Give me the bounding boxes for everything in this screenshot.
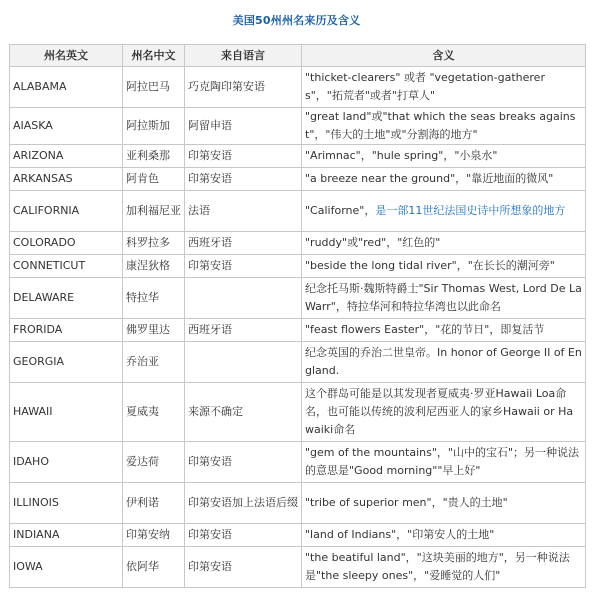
- cell-meaning: [302, 483, 586, 524]
- table-row: [10, 342, 586, 383]
- header-english-name: 州名英文: [10, 45, 123, 67]
- table-row: [10, 524, 586, 547]
- table-row: [10, 67, 586, 108]
- cell-chinese-name: 爱达荷: [123, 442, 185, 483]
- cell-english-name: IOWA: [10, 547, 123, 588]
- table-row: [10, 145, 586, 168]
- table-row: [10, 191, 586, 232]
- cell-english-name: ARIZONA: [10, 145, 123, 168]
- cell-meaning: [302, 383, 586, 442]
- meaning-text: "tribe of superior men"，"贵人的土地": [305, 496, 508, 509]
- cell-meaning: [302, 108, 586, 145]
- meaning-text: "ruddy"或"red"，"红色的": [305, 236, 441, 249]
- cell-meaning: [302, 232, 586, 255]
- cell-source-language: 法语: [185, 191, 302, 232]
- table-row: [10, 278, 586, 319]
- meaning-text: "Arimnac"，"hule spring"，"小泉水": [305, 149, 498, 162]
- cell-english-name: COLORADO: [10, 232, 123, 255]
- meaning-highlight-text: 是一部11世纪法国史诗中所想象的地方: [375, 204, 566, 217]
- meaning-text: "great land"或"that which the seas breaks against"，"伟大的土地"或"分割海的地方": [305, 110, 576, 141]
- cell-chinese-name: 加利福尼亚: [123, 191, 185, 232]
- cell-english-name: FRORIDA: [10, 319, 123, 342]
- cell-chinese-name: 康涅狄格: [123, 255, 185, 278]
- table-row: [10, 383, 586, 442]
- table-row: [10, 168, 586, 191]
- cell-source-language: 印第安语: [185, 145, 302, 168]
- cell-source-language: 印第安语: [185, 524, 302, 547]
- cell-chinese-name: 亚利桑那: [123, 145, 185, 168]
- cell-chinese-name: 特拉华: [123, 278, 185, 319]
- cell-chinese-name: 伊利诺: [123, 483, 185, 524]
- cell-meaning: [302, 442, 586, 483]
- cell-english-name: AIASKA: [10, 108, 123, 145]
- table-row: [10, 442, 586, 483]
- cell-source-language: 西班牙语: [185, 232, 302, 255]
- cell-english-name: ILLINOIS: [10, 483, 123, 524]
- table-body: [10, 67, 586, 588]
- cell-meaning: [302, 255, 586, 278]
- cell-source-language: 印第安语: [185, 255, 302, 278]
- cell-meaning: [302, 524, 586, 547]
- meaning-text: "the beatiful land"，"这块美丽的地方"，另一种说法是"the sleepy ones"，"爱睡觉的人们": [305, 551, 570, 582]
- states-table: [9, 44, 586, 588]
- cell-source-language: 巧克陶印第安语: [185, 67, 302, 108]
- cell-chinese-name: 佛罗里达: [123, 319, 185, 342]
- cell-meaning: [302, 278, 586, 319]
- table-header: [10, 45, 586, 67]
- header-source-language: 来自语言: [185, 45, 302, 67]
- cell-source-language: 西班牙语: [185, 319, 302, 342]
- meaning-text: 纪念英国的乔治二世皇帝。In honor of George II of England.: [305, 346, 582, 377]
- table-row: [10, 255, 586, 278]
- cell-source-language: 印第安语加上法语后缀: [185, 483, 302, 524]
- cell-source-language: 来源不确定: [185, 383, 302, 442]
- table-row: [10, 319, 586, 342]
- header-row: [10, 45, 586, 67]
- meaning-text: 纪念托马斯·魏斯特爵士"Sir Thomas West, Lord De La Warr"，特拉华河和特拉华湾也以此命名: [305, 282, 582, 313]
- cell-meaning: [302, 191, 586, 232]
- cell-chinese-name: 乔治亚: [123, 342, 185, 383]
- table-row: [10, 108, 586, 145]
- cell-meaning: [302, 145, 586, 168]
- cell-chinese-name: 阿拉巴马: [123, 67, 185, 108]
- cell-english-name: GEORGIA: [10, 342, 123, 383]
- cell-english-name: IDAHO: [10, 442, 123, 483]
- table-row: [10, 547, 586, 588]
- cell-english-name: ARKANSAS: [10, 168, 123, 191]
- cell-english-name: INDIANA: [10, 524, 123, 547]
- meaning-text: "beside the long tidal river"，"在长长的潮河旁": [305, 259, 555, 272]
- cell-chinese-name: 印第安纳: [123, 524, 185, 547]
- cell-source-language: 印第安语: [185, 442, 302, 483]
- cell-source-language: 阿留申语: [185, 108, 302, 145]
- header-meaning: 含义: [302, 45, 586, 67]
- meaning-text: "Californe"，: [305, 204, 376, 217]
- cell-chinese-name: 阿肯色: [123, 168, 185, 191]
- header-chinese-name: 州名中文: [123, 45, 185, 67]
- meaning-text: "gem of the mountains"，"山中的宝石"；另一种说法的意思是"Good morning""早上好": [305, 446, 580, 477]
- cell-source-language: [185, 278, 302, 319]
- meaning-text: "thicket-clearers" 或者 "vegetation-gatherers"，"拓荒者"或者"打草人": [305, 71, 545, 102]
- cell-chinese-name: 阿拉斯加: [123, 108, 185, 145]
- meaning-text: "land of Indians"，"印第安人的土地": [305, 528, 495, 541]
- cell-english-name: CALIFORNIA: [10, 191, 123, 232]
- cell-meaning: [302, 168, 586, 191]
- cell-english-name: DELAWARE: [10, 278, 123, 319]
- cell-chinese-name: 夏威夷: [123, 383, 185, 442]
- meaning-text: "a breeze near the ground"，"靠近地面的微风": [305, 172, 554, 185]
- cell-english-name: HAWAII: [10, 383, 123, 442]
- table-row: [10, 483, 586, 524]
- cell-meaning: [302, 547, 586, 588]
- cell-english-name: CONNETICUT: [10, 255, 123, 278]
- meaning-text: "feast flowers Easter"，"花的节日"，即复活节: [305, 323, 545, 336]
- cell-chinese-name: 科罗拉多: [123, 232, 185, 255]
- cell-meaning: [302, 342, 586, 383]
- cell-source-language: 印第安语: [185, 547, 302, 588]
- table-row: [10, 232, 586, 255]
- cell-english-name: ALABAMA: [10, 67, 123, 108]
- page-title: 美国50州州名来历及含义: [232, 14, 361, 27]
- cell-chinese-name: 依阿华: [123, 547, 185, 588]
- cell-meaning: [302, 67, 586, 108]
- cell-meaning: [302, 319, 586, 342]
- cell-source-language: 印第安语: [185, 168, 302, 191]
- meaning-text: 这个群岛可能是以其发现者夏威夷·罗亚Hawaii Loa命名，也可能以传统的波利尼西亚人的家乡Hawaii or Hawaiki命名: [305, 387, 574, 436]
- cell-source-language: [185, 342, 302, 383]
